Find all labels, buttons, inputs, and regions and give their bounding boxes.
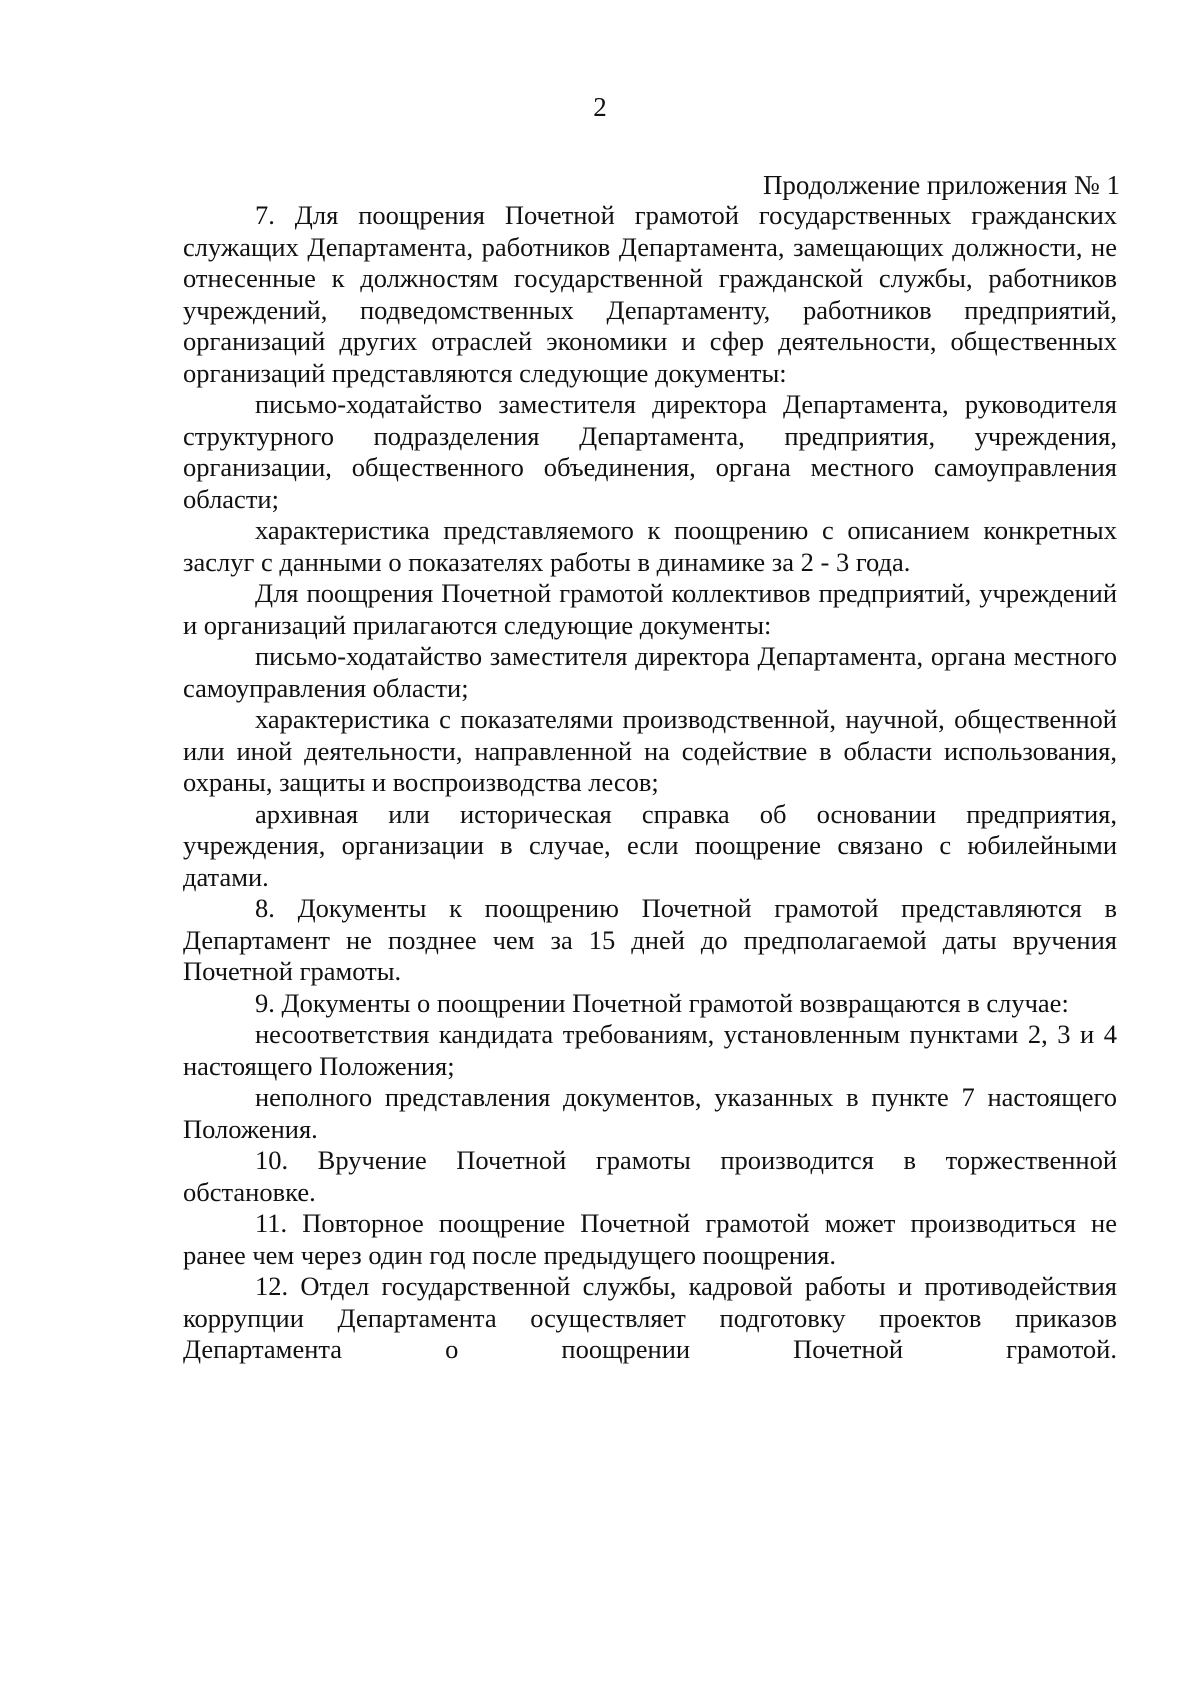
document-body: [183, 200, 1117, 1366]
appendix-note: Продолжение приложения № 1: [762, 170, 1120, 200]
paragraph-7-intro: 7. Для поощрения Почетной грамотой государственных гражданских служащих Департамента, работников Департамента, замещающих должности, не отнесенные к должностям государственной гражданской службы, работников учреждений, подведомственных Департаменту, работников предприятий, организаций других отраслей экономики и сфер деятельности, общественных организаций представляются следующие документы:: [183, 200, 1117, 388]
paragraph-9-noncompliance: несоответствия кандидата требованиям, установленным пунктами 2, 3 и 4 настоящего Положения;: [183, 1019, 1117, 1081]
paragraph-12: 12. Отдел государственной службы, кадровой работы и противодействия коррупции Департамента осуществляет подготовку проектов приказов Департамента о поощрении Почетной грамотой.: [183, 1271, 1117, 1364]
paragraph-10: 10. Вручение Почетной грамоты производится в торжественной обстановке.: [183, 1145, 1117, 1207]
paragraph-9-incomplete: неполного представления документов, указанных в пункте 7 настоящего Положения.: [183, 1082, 1117, 1144]
paragraph-collectives-petition-letter: письмо-ходатайство заместителя директора Департамента, органа местного самоуправления области;: [183, 641, 1117, 703]
page-number: 2: [593, 92, 607, 122]
paragraph-archival-reference: архивная или историческая справка об основании предприятия, учреждения, организации в случае, если поощрение связано с юбилейными датами.: [183, 798, 1117, 892]
paragraph-characteristic: характеристика представляемого к поощрению с описанием конкретных заслуг с данными о показателях работы в динамике за 2 - 3 года.: [183, 515, 1117, 577]
paragraph-11: 11. Повторное поощрение Почетной грамотой может производиться не ранее чем через один год после предыдущего поощрения.: [183, 1208, 1117, 1270]
paragraph-8: 8. Документы к поощрению Почетной грамотой представляются в Департамент не позднее чем за 15 дней до предполагаемой даты вручения Почетной грамоты.: [183, 893, 1117, 986]
paragraph-9: 9. Документы о поощрении Почетной грамотой возвращаются в случае:: [255, 987, 1069, 1018]
paragraph-collectives-characteristic: характеристика с показателями производственной, научной, общественной или иной деятельности, направленной на содействие в области использования, охраны, защиты и воспроизводства лесов;: [183, 704, 1117, 797]
paragraph-petition-letter: письмо-ходатайство заместителя директора Департамента, руководителя структурного подразделения Департамента, предприятия, учреждения, организации, общественного объединения, органа местного самоуправления области;: [183, 389, 1117, 514]
paragraph-collectives-intro: Для поощрения Почетной грамотой коллективов предприятий, учреждений и организаций прилагаются следующие документы:: [183, 578, 1117, 640]
